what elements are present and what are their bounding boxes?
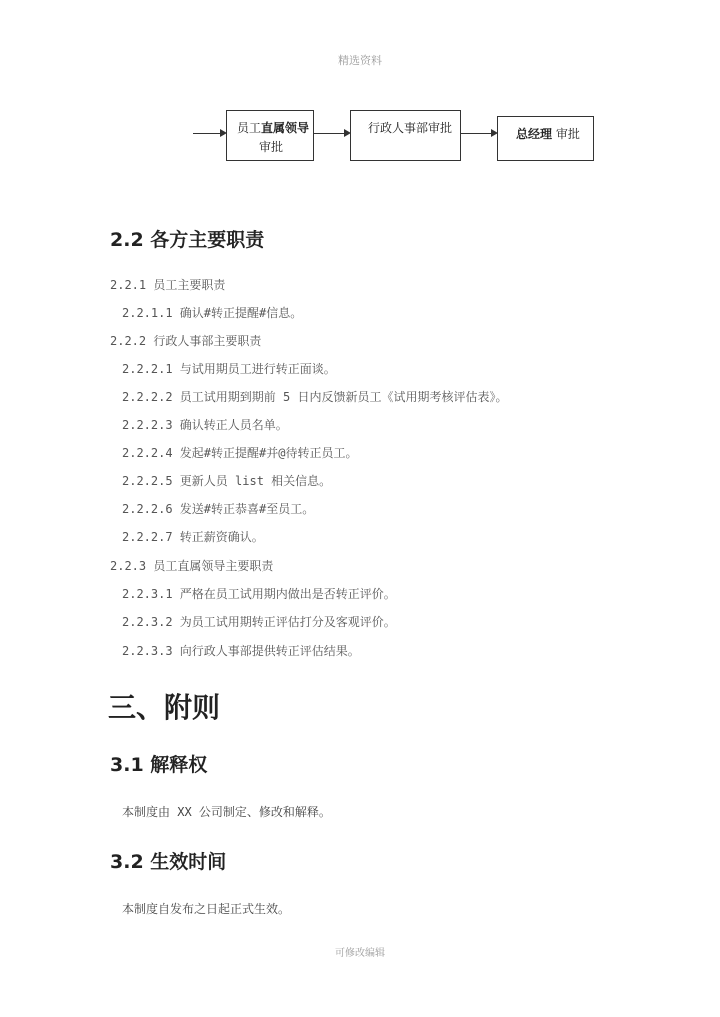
flow-box-gm bbox=[497, 116, 594, 161]
section-title-3-1: 3.1 解释权 bbox=[110, 754, 208, 776]
flow-arrow-in bbox=[193, 133, 221, 134]
box3-text-a: 总经理 bbox=[516, 127, 553, 141]
list-item: 2.2.1.1 确认#转正提醒#信息。 bbox=[122, 306, 303, 320]
list-item: 2.2.2 行政人事部主要职责 bbox=[110, 334, 262, 348]
box1-text-b: 直属领导 bbox=[261, 121, 310, 135]
flow-box-supervisor bbox=[226, 110, 314, 161]
list-item: 2.2.1 员工主要职责 bbox=[110, 278, 226, 292]
flow-arrow-1 bbox=[314, 133, 345, 134]
list-item: 2.2.2.5 更新人员 list 相关信息。 bbox=[122, 474, 332, 488]
list-item: 2.2.2.6 发送#转正恭喜#至员工。 bbox=[122, 502, 315, 516]
flow-arrow-2 bbox=[461, 133, 492, 134]
section-title-2-2: 2.2 各方主要职责 bbox=[110, 229, 265, 251]
section-body-3-2: 本制度自发布之日起正式生效。 bbox=[122, 902, 291, 916]
list-item: 2.2.2.2 员工试用期到期前 5 日内反馈新员工《试用期考核评估表》。 bbox=[122, 390, 508, 404]
chapter-title-3: 三、附则 bbox=[108, 691, 221, 724]
list-item: 2.2.2.7 转正薪资确认。 bbox=[122, 530, 264, 544]
box1-text-line2: 审批 bbox=[259, 140, 284, 154]
list-item: 2.2.3.1 严格在员工试用期内做出是否转正评价。 bbox=[122, 587, 396, 601]
page-header: 精选资料 bbox=[338, 54, 382, 67]
box2-text: 行政人事部审批 bbox=[368, 121, 453, 135]
flow-box-hr bbox=[350, 110, 461, 161]
list-item: 2.2.3.2 为员工试用期转正评估打分及客观评价。 bbox=[122, 615, 396, 629]
list-item: 2.2.2.3 确认转正人员名单。 bbox=[122, 418, 288, 432]
approval-flowchart bbox=[0, 0, 720, 200]
section-body-3-1: 本制度由 XX 公司制定、修改和解释。 bbox=[122, 805, 331, 819]
list-item: 2.2.3.3 向行政人事部提供转正评估结果。 bbox=[122, 644, 360, 658]
list-item: 2.2.3 员工直属领导主要职责 bbox=[110, 559, 274, 573]
list-item: 2.2.2.4 发起#转正提醒#并@待转正员工。 bbox=[122, 446, 358, 460]
section-title-3-2: 3.2 生效时间 bbox=[110, 851, 227, 873]
list-item: 2.2.2.1 与试用期员工进行转正面谈。 bbox=[122, 362, 336, 376]
box3-text-b: 审批 bbox=[555, 127, 580, 141]
page-footer: 可修改编辑 bbox=[335, 948, 385, 959]
box1-text-a: 员工 bbox=[237, 121, 262, 135]
